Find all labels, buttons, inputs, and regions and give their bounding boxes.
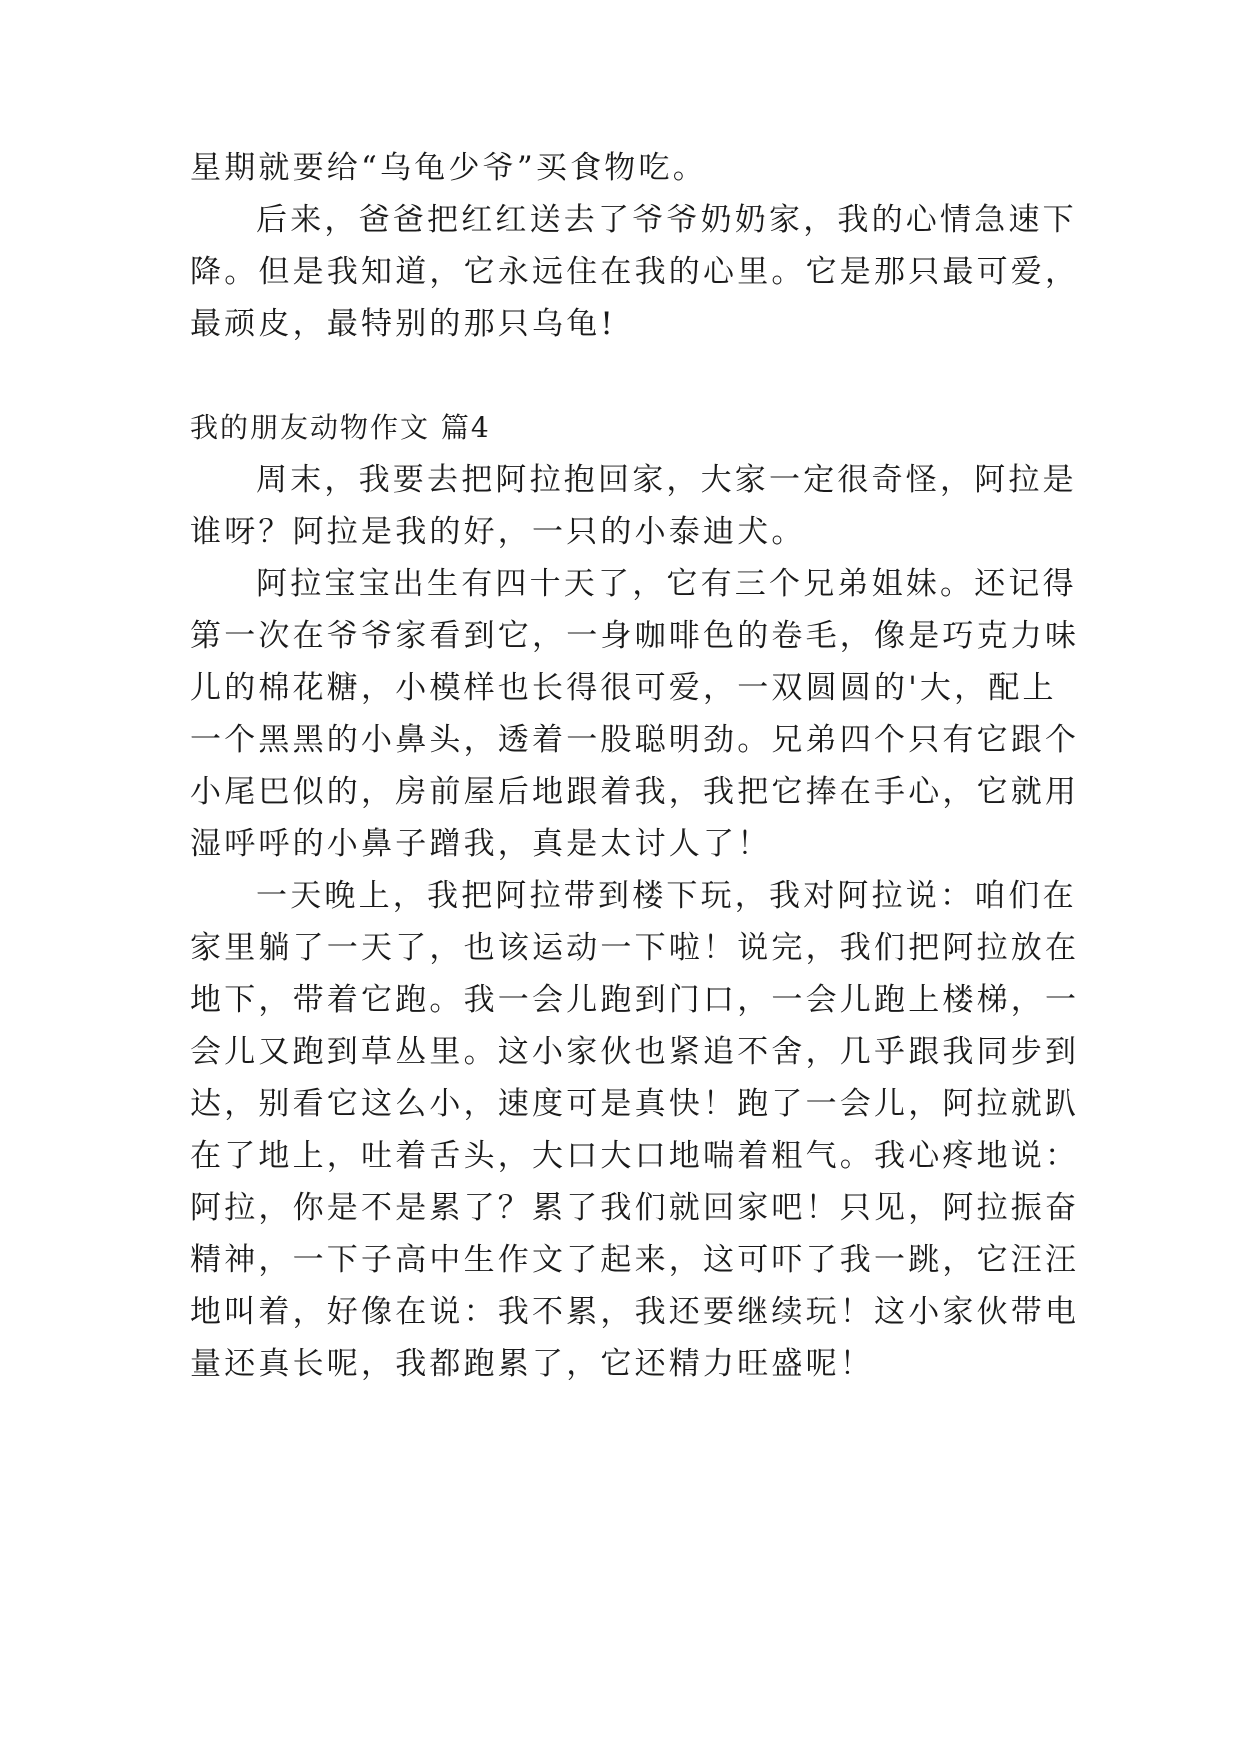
text-line: 星期就要给“乌龟少爷”买食物吃。 [190,150,707,186]
paragraph-start: 周末，我要去把阿拉抱回家，大家一定很奇怪，阿拉是 [256,462,1077,498]
text-line: 儿的棉花糖，小模样也长得很可爱，一双圆圆的'大，配上 [190,670,1057,706]
text-line: 家里躺了一天了，也该运动一下啦！说完，我们把阿拉放在 [190,930,1080,966]
text-line: 第一次在爷爷家看到它，一身咖啡色的卷毛，像是巧克力味 [190,618,1080,654]
text-line: 降。但是我知道，它永远住在我的心里。它是那只最可爱， [190,254,1080,290]
text-line: 达，别看它这么小，速度可是真快！跑了一会儿，阿拉就趴 [190,1086,1080,1122]
text-line: 小尾巴似的，房前屋后地跟着我，我把它捧在手心，它就用 [190,774,1080,810]
paragraph-start: 后来，爸爸把红红送去了爷爷奶奶家，我的心情急速下 [256,202,1077,238]
text-line: 阿拉，你是不是累了？累了我们就回家吧！只见，阿拉振奋 [190,1190,1080,1226]
text-line: 会儿又跑到草丛里。这小家伙也紧追不舍，几乎跟我同步到 [190,1034,1080,1070]
text-line: 精神，一下子高中生作文了起来，这可吓了我一跳，它汪汪 [190,1242,1080,1278]
text-line: 湿呼呼的小鼻子蹭我，真是太讨人了！ [190,826,772,862]
text-line: 地下，带着它跑。我一会儿跑到门口，一会儿跑上楼梯，一 [190,982,1080,1018]
text-line: 地叫着，好像在说：我不累，我还要继续玩！这小家伙带电 [190,1294,1080,1330]
paragraph-start: 阿拉宝宝出生有四十天了，它有三个兄弟姐妹。还记得 [256,566,1077,602]
text-line: 量还真长呢，我都跑累了，它还精力旺盛呢！ [190,1346,874,1382]
paragraph-start: 一天晚上，我把阿拉带到楼下玩，我对阿拉说：咱们在 [256,878,1077,914]
text-line: 最顽皮，最特别的那只乌龟! [190,306,617,342]
section-heading: 我的朋友动物作文 篇4 [190,411,491,444]
text-line: 一个黑黑的小鼻头，透着一股聪明劲。兄弟四个只有它跟个 [190,722,1080,758]
text-line: 在了地上，吐着舌头，大口大口地喘着粗气。我心疼地说： [190,1138,1080,1174]
text-line: 谁呀？阿拉是我的好，一只的小泰迪犬。 [190,514,806,550]
